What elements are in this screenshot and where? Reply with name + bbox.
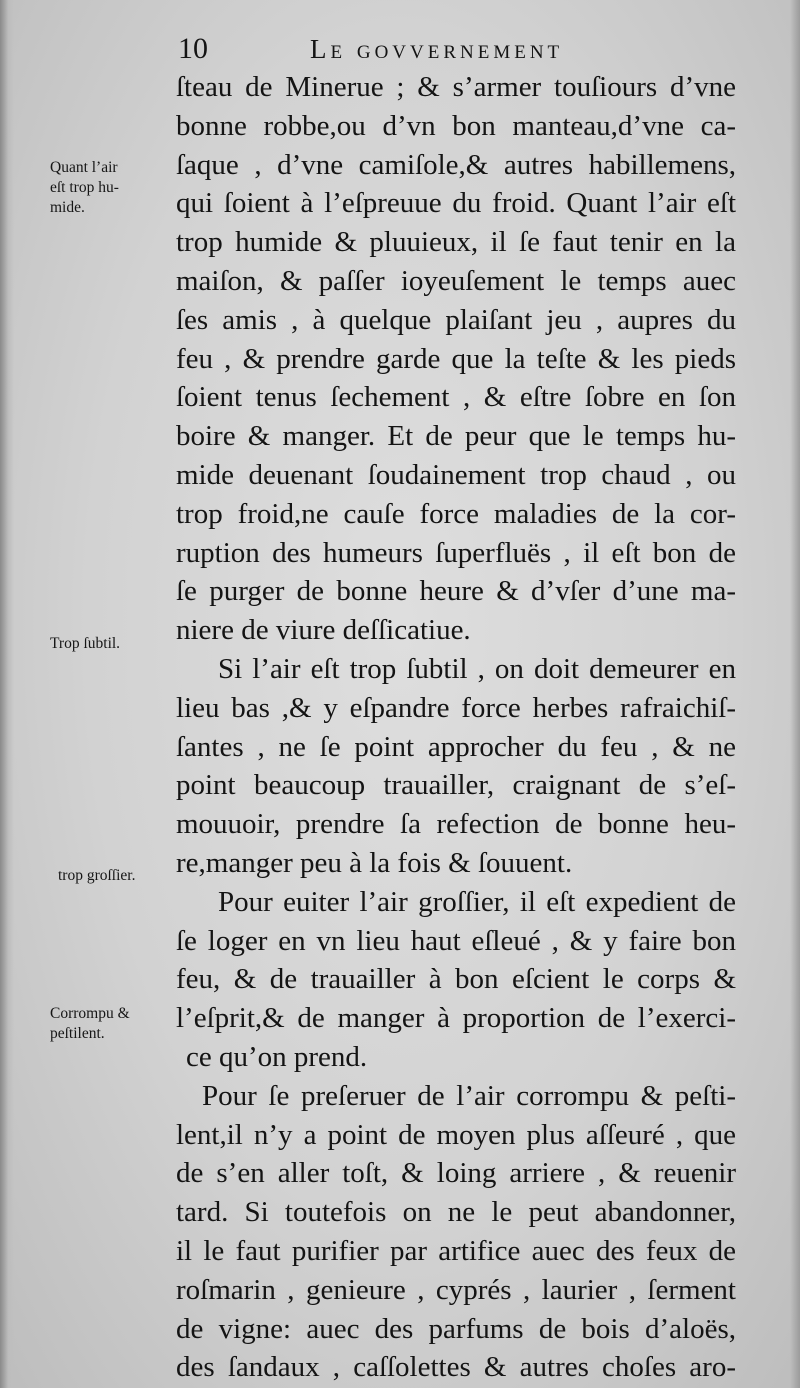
text-line: ſes amis , à quelque plaiſant jeu , aupres du bbox=[176, 303, 736, 336]
text-line: point beaucoup trauailler, craignant de s’eſ- bbox=[176, 769, 736, 802]
text-line: boire & manger. Et de peur que le temps hu- bbox=[176, 420, 736, 453]
page-header bbox=[178, 30, 738, 70]
text-line: il le faut purifier par artifice auec des feux de bbox=[176, 1234, 736, 1267]
text-line: trop froid,ne cauſe force maladies de la cor- bbox=[176, 497, 736, 530]
margin-note-line: trop groſſier. bbox=[58, 867, 136, 884]
text-line: feu, & de trauailler à bon eſcient le corps & bbox=[176, 963, 736, 996]
text-line: bonne robbe,ou d’vn bon manteau,d’vne ca- bbox=[176, 109, 736, 142]
gutter-shadow bbox=[0, 0, 14, 1388]
text-line: ſaque , d’vne camiſole,& autres habillemens, bbox=[176, 148, 736, 181]
text-line: feu , & prendre garde que la teſte & les pieds bbox=[176, 342, 736, 375]
margin-note-subtil bbox=[50, 634, 178, 654]
text-line: ce qu’on prend. bbox=[186, 1040, 368, 1073]
margin-note-line: Trop ſubtil. bbox=[50, 635, 121, 652]
running-head: Le govvernement bbox=[310, 34, 564, 64]
text-line: de s’en aller toſt, & loing arriere , & reuenir bbox=[176, 1157, 736, 1190]
text-line: Si l’air eſt trop ſubtil , on doit demeurer en bbox=[218, 652, 736, 685]
text-line: qui ſoient à l’eſpreuue du froid. Quant l’air eſt bbox=[176, 187, 736, 220]
margin-note-line: eſt trop hu- bbox=[50, 179, 119, 196]
text-line: l’eſprit,& de manger à proportion de l’exerci- bbox=[176, 1002, 736, 1035]
text-line: mouuoir, prendre ſa refection de bonne heu- bbox=[176, 808, 736, 841]
text-line: Pour euiter l’air groſſier, il eſt expedient de bbox=[218, 885, 736, 918]
page-edge-shadow bbox=[790, 0, 800, 1388]
text-line: maiſon, & paſſer ioyeuſement le temps auec bbox=[176, 264, 736, 297]
text-line: de vigne: auec des parfums de bois d’aloës, bbox=[176, 1312, 736, 1345]
margin-note-humide bbox=[50, 158, 178, 218]
text-line: ſe loger en vn lieu haut eſleué , & y faire bon bbox=[176, 924, 736, 957]
text-line: des ſandaux , caſſolettes & autres choſes aro- bbox=[176, 1351, 736, 1384]
margin-note-line: Quant l’air bbox=[50, 159, 118, 176]
margin-note-line: peſtilent. bbox=[50, 1025, 105, 1042]
text-line: ſantes , ne ſe point approcher du feu , & ne bbox=[176, 730, 736, 763]
margin-note-line: Corrompu & bbox=[50, 1005, 130, 1022]
text-line: ſoient tenus ſechement , & eſtre ſobre en ſon bbox=[176, 381, 736, 414]
margin-note-line: mide. bbox=[50, 199, 85, 216]
text-line: mide deuenant ſoudainement trop chaud , ou bbox=[176, 458, 736, 491]
text-line: trop humide & pluuieux, il ſe faut tenir en la bbox=[176, 226, 736, 259]
text-line: re,manger peu à la fois & ſouuent. bbox=[176, 846, 573, 879]
text-line: ruption des humeurs ſuperfluës , il eſt bon de bbox=[176, 536, 736, 569]
text-line: roſmarin , genieure , cyprés , laurier , ſerment bbox=[176, 1273, 736, 1306]
text-line: niere de viure deſſicatiue. bbox=[176, 614, 471, 647]
text-line: ſe purger de bonne heure & d’vſer d’une ma- bbox=[176, 575, 736, 608]
margin-note-grossier bbox=[58, 866, 186, 886]
body-text bbox=[176, 68, 736, 1387]
text-line: ſteau de Minerue ; & s’armer touſiours d’vne bbox=[176, 71, 736, 103]
text-line: lieu bas ,& y eſpandre force herbes rafraichiſ- bbox=[176, 691, 736, 724]
text-line: tard. Si toutefois on ne le peut abandonner, bbox=[176, 1196, 736, 1229]
text-line: Pour ſe preſeruer de l’air corrompu & peſti- bbox=[202, 1079, 736, 1112]
text-line: lent,il n’y a point de moyen plus aſſeuré , que bbox=[176, 1118, 736, 1151]
margin-note-corrompu bbox=[50, 1004, 178, 1044]
page-number: 10 bbox=[178, 32, 208, 65]
